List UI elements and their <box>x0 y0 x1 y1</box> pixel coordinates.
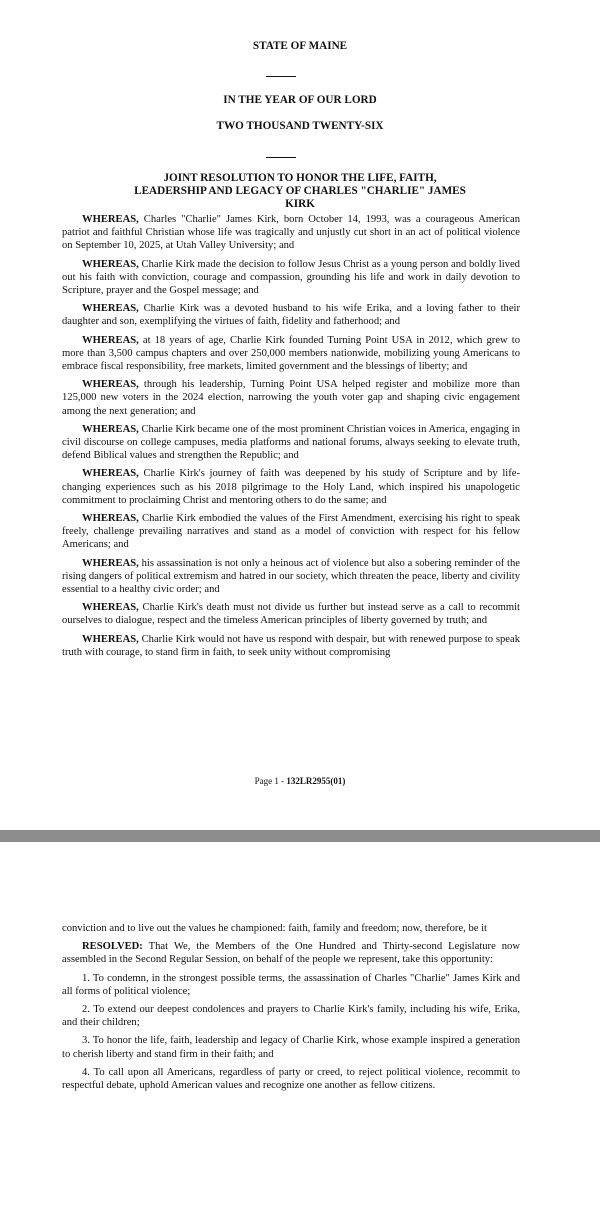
whereas-text: at 18 years of age, Charlie Kirk founded Turning Point USA in 2012, which grew to more than 3,500 campus chapters and over 250,000 members nationwide, mobilizing young Americans to embrace fiscal responsibility, free markets, limited government and the blessings of liberty; and <box>62 334 520 373</box>
whereas-clause <box>62 601 520 627</box>
resolution-body <box>62 922 520 1097</box>
whereas-clause <box>62 258 520 298</box>
whereas-text: through his leadership, Turning Point USA helped register and mobilize more than 125,000 new voters in the 2024 election, narrowing the youth voter gap and shaping civic engagement among the next generation; and <box>62 379 520 417</box>
document-id: 132LR2955(01) <box>286 776 346 786</box>
resolution-item: 4. To call upon all Americans, regardless of party or creed, to reject political violence, recommit to respectful debate, uphold American values and recognize one another as fellow citizens. <box>62 1066 520 1092</box>
year-heading-line2: TWO THOUSAND TWENTY-SIX <box>216 120 384 132</box>
whereas-keyword: WHEREAS, <box>82 633 139 645</box>
whereas-text: Charlie Kirk made the decision to follow Jesus Christ as a young person and boldly lived out his faith with conviction, courage and compassion, grounding his life and work in daily devotion to Scripture, prayer and the Gospel message; and <box>62 258 520 297</box>
whereas-text: Charlie Kirk would not have us respond with despair, but with renewed purpose to speak truth with courage, to stand firm in faith, to seek unity without compromising <box>62 633 520 658</box>
page-footer <box>0 776 600 786</box>
whereas-clause <box>62 557 520 597</box>
title-line: JOINT RESOLUTION TO HONOR THE LIFE, FAITH, <box>163 172 437 184</box>
divider-rule <box>266 76 296 77</box>
whereas-clauses <box>62 213 520 664</box>
state-heading: STATE OF MAINE <box>252 40 348 52</box>
whereas-keyword: WHEREAS, <box>82 468 139 480</box>
whereas-text: Charlie Kirk embodied the values of the First Amendment, exercising his right to speak freely, challenge prevailing narratives and stand as a model of conviction with respect for his fellow Americans; and <box>62 513 520 551</box>
whereas-clause <box>62 213 520 253</box>
whereas-text: Charlie Kirk's journey of faith was deepened by his study of Scripture and by life-changing experiences such as his 2018 pilgrimage to the Holy Land, which inspired his unapologetic commitment to proclaiming Christ and mentoring others to do the same; and <box>62 468 520 506</box>
page-separator <box>0 830 600 842</box>
continuation-text: conviction and to live out the values he championed: faith, family and freedom; now, therefore, be it <box>62 923 487 934</box>
whereas-keyword: WHEREAS, <box>82 303 139 315</box>
divider-rule <box>266 157 296 158</box>
whereas-keyword: WHEREAS, <box>82 334 139 346</box>
resolved-clause <box>62 940 520 966</box>
resolution-item: 1. To condemn, in the strongest possible terms, the assassination of Charles "Charlie" James Kirk and all forms of political violence; <box>62 972 520 997</box>
page-number: Page 1 - <box>254 776 287 786</box>
whereas-text: Charlie Kirk became one of the most prominent Christian voices in America, engaging in civil discourse on college campuses, media platforms and national forums, always seeking to elevate truth, defend Biblical values and strengthen the Republic; and <box>62 423 520 462</box>
whereas-text: Charlie Kirk was a devoted husband to his wife Erika, and a loving father to their daughter and son, exemplifying the virtues of faith, fidelity and fatherhood; and <box>62 303 520 328</box>
whereas-text: Charlie Kirk's death must not divide us further but instead serve as a call to recommit ourselves to dialogue, respect and the timeless American principles of liberty governed by truth; and <box>62 602 520 627</box>
whereas-text: his assassination is not only a heinous act of violence but also a sobering reminder of the rising dangers of political extremism and hatred in our society, which threaten the peace, liberty and civility essential to a healthy civic order; and <box>62 557 521 596</box>
resolved-keyword: RESOLVED: <box>82 941 143 953</box>
resolution-title <box>80 172 520 211</box>
whereas-clause <box>62 467 520 507</box>
whereas-keyword: WHEREAS, <box>82 379 139 391</box>
title-line: LEADERSHIP AND LEGACY OF CHARLES "CHARLIE" JAMES <box>134 185 466 197</box>
whereas-clause <box>62 302 520 328</box>
whereas-clause <box>62 378 520 418</box>
whereas-clause <box>62 423 520 463</box>
whereas-clause <box>62 512 520 552</box>
whereas-keyword: WHEREAS, <box>82 258 139 270</box>
whereas-keyword: WHEREAS, <box>82 602 139 614</box>
resolution-item: 3. To honor the life, faith, leadership and legacy of Charlie Kirk, whose example inspired a generation to cherish liberty and stand firm in their faith; and <box>62 1035 520 1060</box>
resolved-text: That We, the Members of the One Hundred and Thirty-second Legislature now assembled in the Second Regular Session, on behalf of the people we represent, take this opportunity: <box>62 941 520 966</box>
whereas-text: Charles "Charlie" James Kirk, born October 14, 1993, was a courageous American patriot and faithful Christian whose life was tragically and unjustly cut short in an act of political violence on September 10, 2025, at Utah Valley University; and <box>62 214 520 252</box>
year-heading-line1: IN THE YEAR OF OUR LORD <box>223 94 377 106</box>
whereas-keyword: WHEREAS, <box>82 513 139 525</box>
whereas-keyword: WHEREAS, <box>82 557 139 569</box>
resolution-item: 2. To extend our deepest condolences and prayers to Charlie Kirk's family, including his wife, Erika, and their children; <box>62 1004 520 1029</box>
whereas-clause <box>62 633 520 659</box>
document-page-2 <box>0 842 600 1222</box>
whereas-keyword: WHEREAS, <box>82 423 139 435</box>
whereas-clause <box>62 334 520 374</box>
title-line: KIRK <box>285 198 315 210</box>
whereas-keyword: WHEREAS, <box>82 214 139 225</box>
